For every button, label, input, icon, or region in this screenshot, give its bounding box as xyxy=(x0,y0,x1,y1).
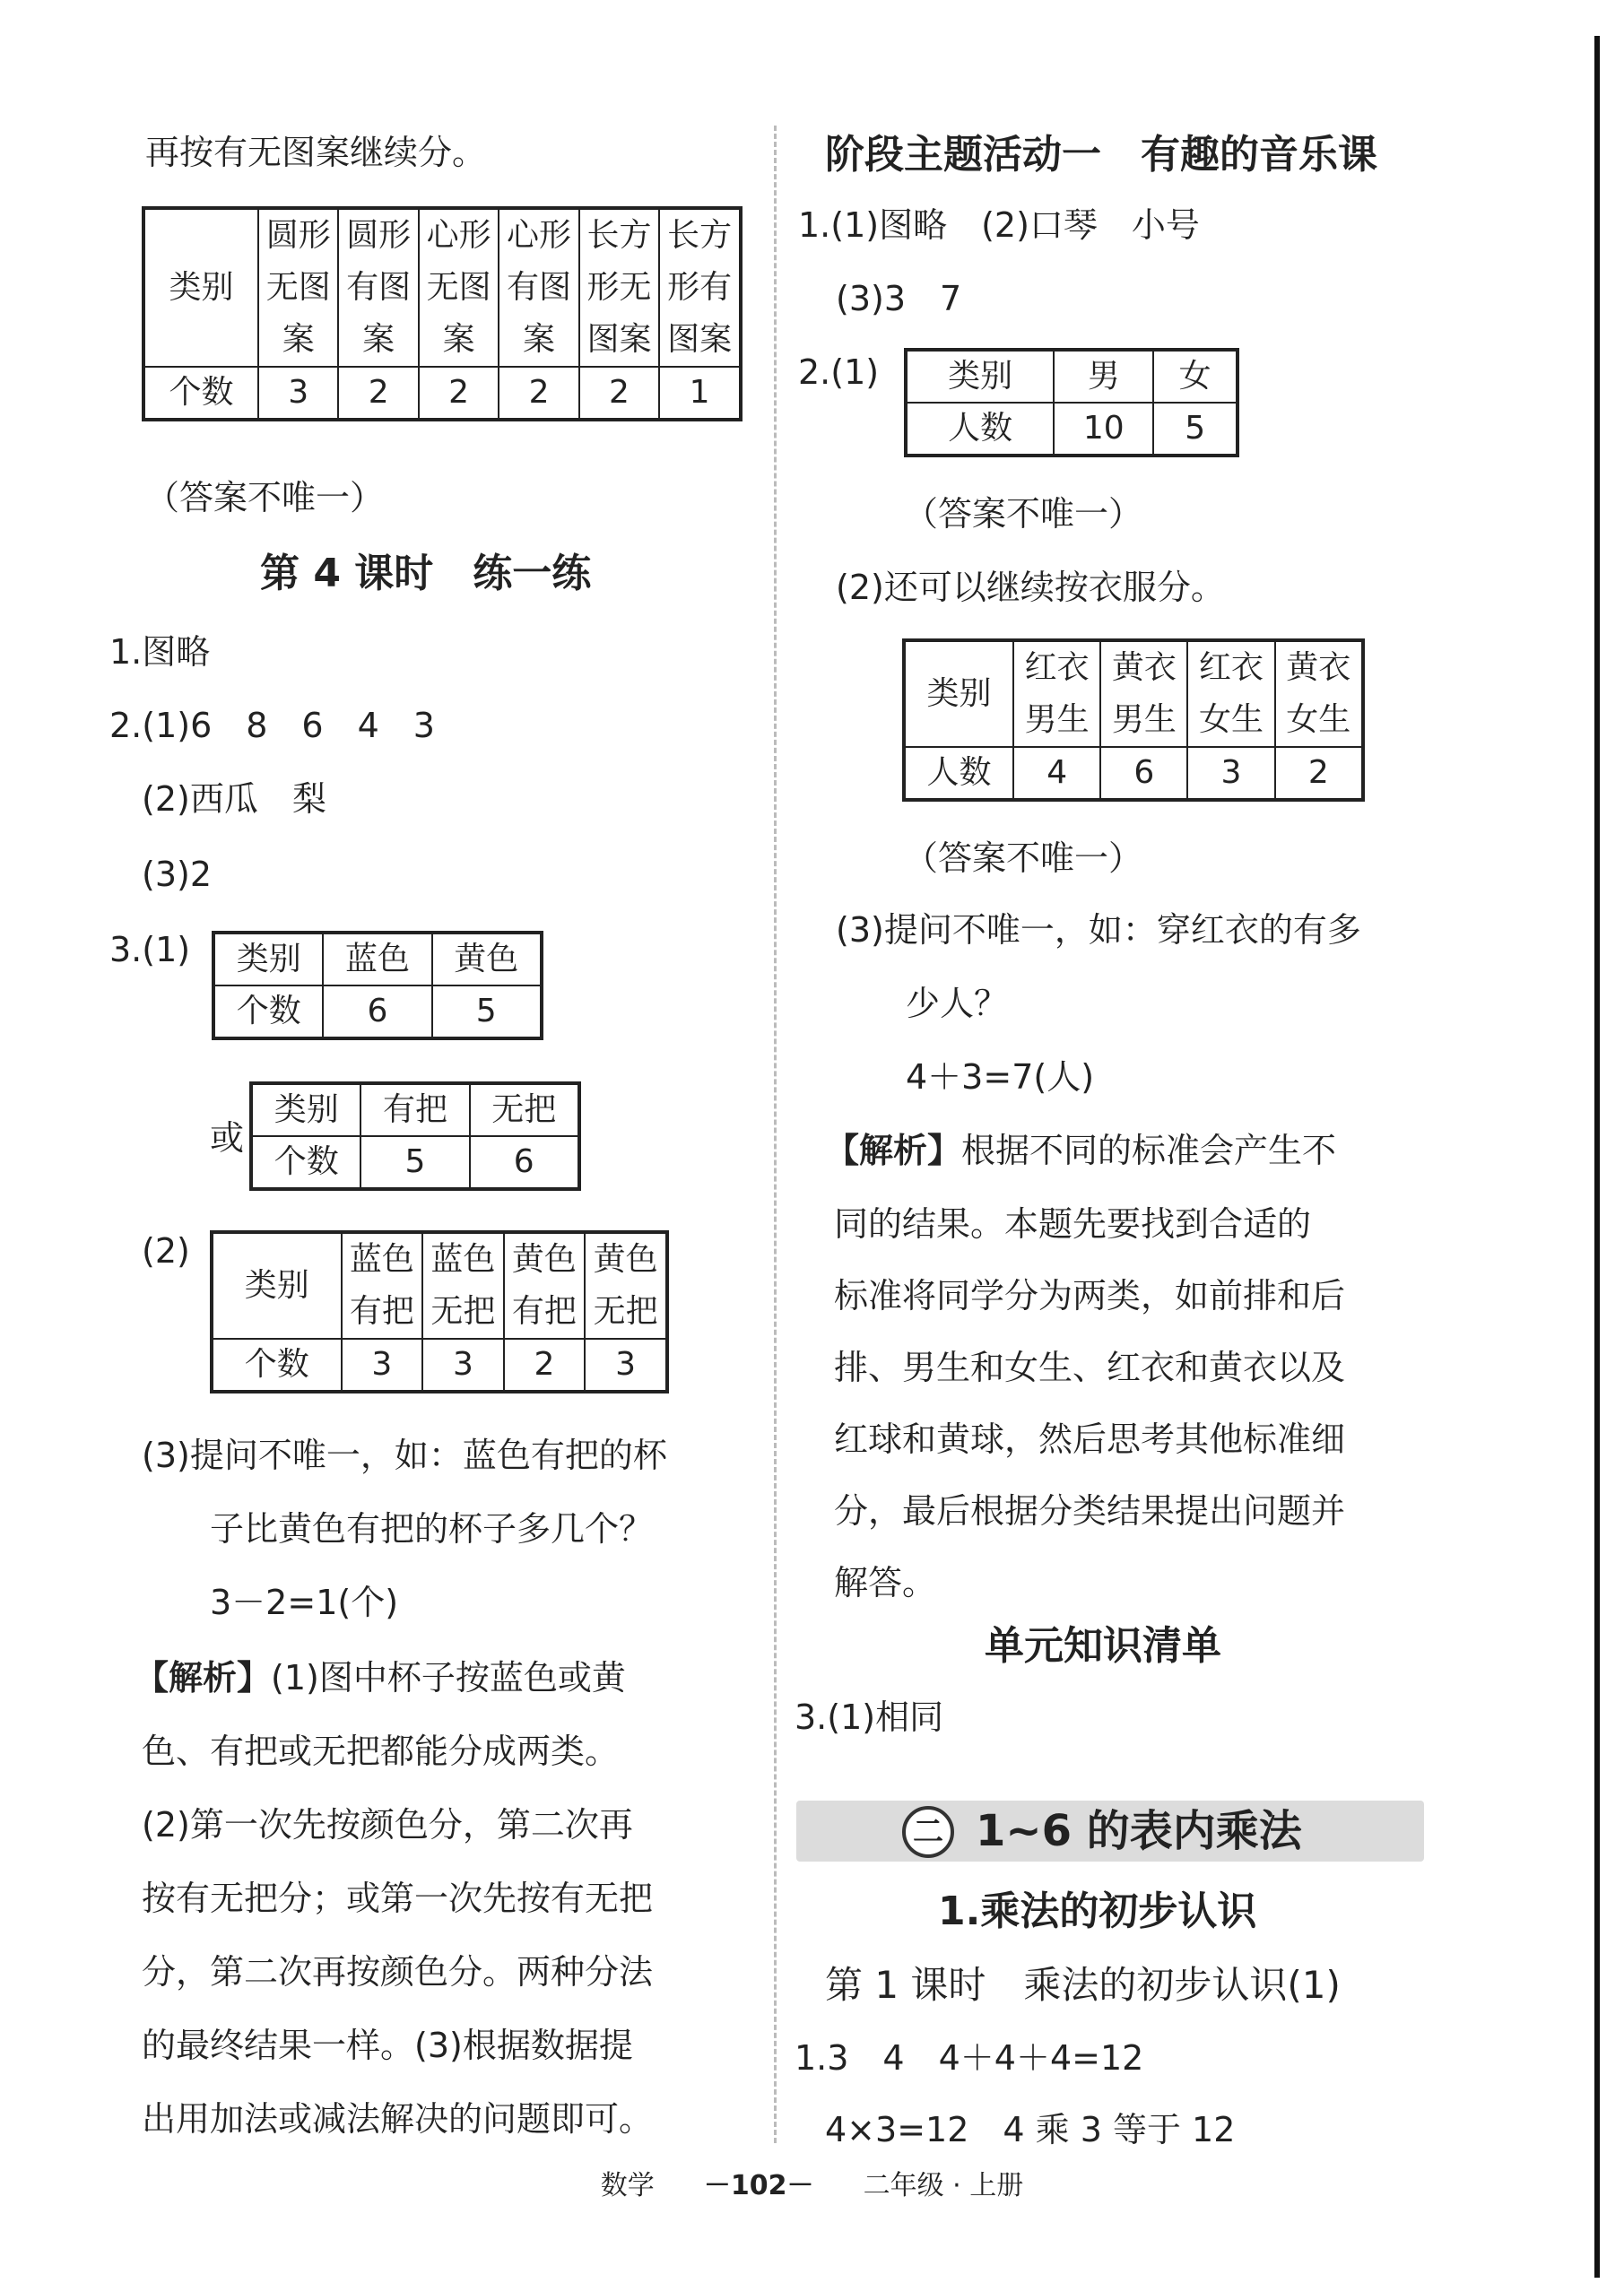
table-clothes-gender xyxy=(902,638,1365,802)
table-row xyxy=(212,1232,667,1339)
table-cell: 2 xyxy=(419,367,499,420)
analysis-line: 出用加法或减法解决的问题即可。 xyxy=(142,2099,654,2139)
analysis-line: 排、男生和女生、红衣和黄衣以及 xyxy=(834,1348,1346,1387)
table-header-cell: 类别 xyxy=(906,350,1054,403)
answer-r2-2: (2)还可以继续按衣服分。 xyxy=(836,568,1225,607)
analysis-line: 红球和黄球，然后思考其他标准细 xyxy=(834,1419,1346,1459)
answer-r2-3-line2: 少人？ xyxy=(906,984,1009,1023)
table-header-cell: 圆形有图案 xyxy=(338,208,418,367)
table-header-cell: 心形无图案 xyxy=(419,208,499,367)
table-cell: 6 xyxy=(470,1136,580,1189)
table-header-cell: 黄色有把 xyxy=(504,1232,586,1339)
answer-u3: 3.(1)相同 xyxy=(795,1697,944,1737)
note-answer-not-unique: （答案不唯一） xyxy=(904,494,1143,534)
table-header-cell: 类别 xyxy=(143,208,258,367)
table-header-cell: 类别 xyxy=(251,1083,360,1136)
table-header-cell: 长方形无图案 xyxy=(579,208,659,367)
table-header-cell: 心形有图案 xyxy=(499,208,578,367)
table-header-cell: 类别 xyxy=(904,640,1013,747)
answer-q2-2: (2)西瓜 梨 xyxy=(142,779,326,819)
answer-m1-line2: 4×3=12 4 乘 3 等于 12 xyxy=(825,2110,1236,2149)
table-header-cell: 类别 xyxy=(212,1232,342,1339)
table-cell: 4 xyxy=(1013,747,1100,800)
table-header-cell: 黄衣女生 xyxy=(1275,640,1363,747)
table-cell: 2 xyxy=(499,367,578,420)
answer-q3-2-label: (2) xyxy=(142,1231,190,1271)
table-header-cell: 蓝色无把 xyxy=(422,1232,504,1339)
table-cell: 人数 xyxy=(906,403,1054,456)
analysis-line: 标准将同学分为两类，如前排和后 xyxy=(834,1276,1346,1315)
answer-r1-3: (3)3 7 xyxy=(836,279,962,318)
analysis-line xyxy=(825,1128,1336,1173)
analysis-line: (2)第一次先按颜色分，第二次再 xyxy=(142,1805,633,1845)
page-number: －102－ xyxy=(703,2170,814,2201)
table-shape-pattern xyxy=(142,206,743,421)
chapter-banner xyxy=(796,1801,1424,1862)
note-answer-not-unique: （答案不唯一） xyxy=(145,478,385,517)
answer-m1-line1: 1.3 4 4＋4＋4=12 xyxy=(795,2038,1144,2078)
table-row xyxy=(213,985,542,1038)
table-row xyxy=(904,747,1363,800)
table-cell: 3 xyxy=(342,1339,423,1392)
analysis-text: 根据不同的标准会产生不 xyxy=(961,1131,1337,1170)
table-row xyxy=(906,350,1238,403)
answer-q3-3-line1: (3)提问不唯一，如：蓝色有把的杯 xyxy=(142,1436,667,1475)
answer-q3-1-label: 3.(1) xyxy=(109,930,191,969)
table-cell: 5 xyxy=(360,1136,469,1189)
table-row xyxy=(251,1083,579,1136)
analysis-text: (1)图中杯子按蓝色或黄 xyxy=(271,1658,626,1697)
table-cell: 10 xyxy=(1054,403,1153,456)
table-row xyxy=(251,1136,579,1189)
table-cell: 6 xyxy=(323,985,431,1038)
activity-title: 阶段主题活动一 有趣的音乐课 xyxy=(825,132,1377,178)
analysis-line: 色、有把或无把都能分成两类。 xyxy=(142,1732,620,1771)
note-answer-not-unique: （答案不唯一） xyxy=(904,838,1143,878)
analysis-tag: 【解析】 xyxy=(135,1658,272,1697)
unit-summary-title: 单元知识清单 xyxy=(985,1623,1221,1669)
table-cell: 个数 xyxy=(213,985,323,1038)
table-cell: 个数 xyxy=(212,1339,342,1392)
table-header-cell: 蓝色有把 xyxy=(342,1232,423,1339)
table-handle xyxy=(249,1081,581,1191)
lesson-title: 第 1 课时 乘法的初步认识(1) xyxy=(825,1963,1341,2007)
answer-r2-3-line3: 4＋3=7(人) xyxy=(906,1057,1095,1097)
table-cell: 1 xyxy=(659,367,741,420)
table-header-cell: 红衣女生 xyxy=(1187,640,1274,747)
table-color-handle xyxy=(210,1230,669,1393)
chapter-title: 1~6 的表内乘法 xyxy=(976,1806,1302,1856)
table-color xyxy=(212,931,543,1040)
table-cell: 3 xyxy=(258,367,338,420)
analysis-line: 按有无把分；或第一次先按有无把 xyxy=(142,1879,654,1918)
table-header-cell: 黄衣男生 xyxy=(1100,640,1187,747)
table-row xyxy=(904,640,1363,747)
table-header-cell: 类别 xyxy=(213,933,323,985)
footer-grade: 二年级 · 上册 xyxy=(863,2170,1024,2201)
table-cell: 5 xyxy=(1153,403,1238,456)
table-cell: 2 xyxy=(579,367,659,420)
analysis-line: 的最终结果一样。(3)根据数据提 xyxy=(142,2026,633,2065)
table-header-cell: 圆形无图案 xyxy=(258,208,338,367)
table-header-cell: 黄色 xyxy=(432,933,543,985)
table-header-cell: 蓝色 xyxy=(323,933,431,985)
table-row xyxy=(213,933,542,985)
answer-q2-3: (3)2 xyxy=(142,855,213,894)
answer-r2-3-line1: (3)提问不唯一，如：穿红衣的有多 xyxy=(836,910,1361,950)
answer-r2-1-label: 2.(1) xyxy=(798,352,880,392)
answer-q3-3-line3: 3－2=1(个) xyxy=(210,1583,399,1622)
table-cell: 人数 xyxy=(904,747,1013,800)
table-header-cell: 长方形有图案 xyxy=(659,208,741,367)
or-label: 或 xyxy=(210,1118,245,1158)
table-cell: 2 xyxy=(338,367,418,420)
analysis-line: 同的结果。本题先要找到合适的 xyxy=(834,1204,1312,1244)
intro-text: 再按有无图案继续分。 xyxy=(145,133,487,172)
answer-q3-3-line2: 子比黄色有把的杯子多几个？ xyxy=(210,1509,654,1549)
lesson-title: 第 4 课时 练一练 xyxy=(260,551,592,596)
table-cell: 2 xyxy=(504,1339,586,1392)
answer-q2-1: 2.(1)6 8 6 4 3 xyxy=(109,706,435,745)
analysis-line: 解答。 xyxy=(834,1563,937,1602)
table-cell: 3 xyxy=(1187,747,1274,800)
table-row xyxy=(906,403,1238,456)
analysis-line xyxy=(135,1655,626,1700)
table-row xyxy=(143,208,741,367)
section-title: 1.乘法的初步认识 xyxy=(938,1888,1257,1934)
table-header-cell: 无把 xyxy=(470,1083,580,1136)
table-header-cell: 女 xyxy=(1153,350,1238,403)
table-header-cell: 黄色无把 xyxy=(585,1232,667,1339)
table-header-cell: 红衣男生 xyxy=(1013,640,1100,747)
table-cell: 5 xyxy=(432,985,543,1038)
table-cell: 个数 xyxy=(251,1136,360,1189)
answer-r1: 1.(1)图略 (2)口琴 小号 xyxy=(798,205,1200,245)
table-cell: 3 xyxy=(585,1339,667,1392)
table-row xyxy=(212,1339,667,1392)
chapter-number: 二 xyxy=(902,1806,954,1858)
table-cell: 6 xyxy=(1100,747,1187,800)
table-cell: 2 xyxy=(1275,747,1363,800)
table-row xyxy=(143,367,741,420)
footer-subject: 数学 xyxy=(600,2170,655,2201)
table-cell: 个数 xyxy=(143,367,258,420)
table-header-cell: 有把 xyxy=(360,1083,469,1136)
analysis-tag: 【解析】 xyxy=(825,1131,962,1170)
table-gender xyxy=(904,348,1239,457)
page-footer xyxy=(0,2168,1624,2204)
analysis-line: 分，第二次再按颜色分。两种分法 xyxy=(142,1952,654,1992)
answer-q1: 1.图略 xyxy=(109,632,211,672)
column-divider xyxy=(774,126,777,2143)
page-edge-line xyxy=(1594,36,1600,2278)
table-cell: 3 xyxy=(422,1339,504,1392)
table-header-cell: 男 xyxy=(1054,350,1153,403)
analysis-line: 分，最后根据分类结果提出问题并 xyxy=(834,1491,1346,1531)
